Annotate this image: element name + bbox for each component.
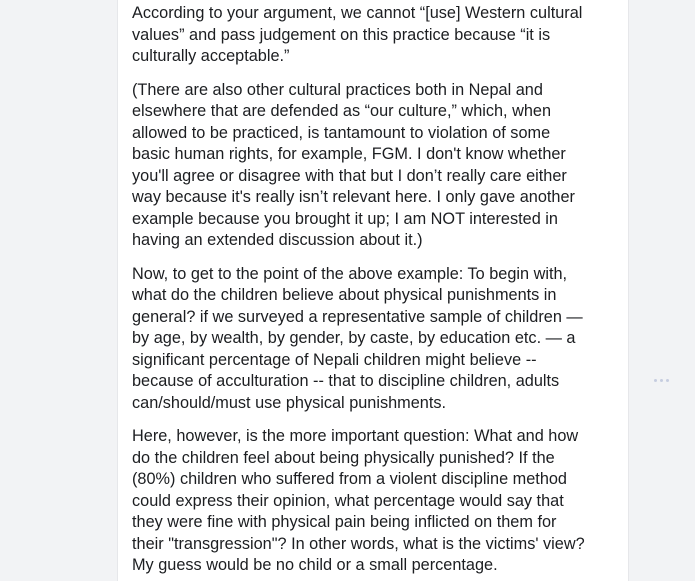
message-paragraph-3: Now, to get to the point of the above example: To begin with, what do the children believe about physical punishments in general? if we surveyed a representative sample of children — by age, by wealth, by gender, by caste, by education etc. — a significant percentage of Nepali children might believe -- because of acculturation -- that to discipline children, adults can/should/must use physical punishments. bbox=[132, 264, 583, 412]
message-paragraph-2: (There are also other cultural practices both in Nepal and elsewhere that are defended as “our culture,” which, when allowed to be practiced, is tantamount to violation of some basic human rights, for example, FGM. I don't know whether you'll agree or disagree with that but I don’t really care either way because it's really isn’t relevant here. I only gave another example because you brought it up; I am NOT interested in having an extended discussion about it.) bbox=[132, 80, 575, 249]
message-bubble bbox=[117, 0, 629, 581]
more-horizontal-icon-dot bbox=[666, 379, 669, 382]
more-horizontal-icon bbox=[654, 379, 657, 382]
message-paragraph-4: Here, however, is the more important question: What and how do the children feel about being physically punished? If the (80%) children who suffered from a violent discipline method could express their opinion, what percentage would say that they were fine with physical pain being inflicted on them for their "transgression"? In other words, what is the victims' view? My guess would be no child or a small percentage. bbox=[132, 427, 585, 574]
message-paragraph-1: According to your argument, we cannot “[use] Western cultural values” and pass judgement on this practice because “it is culturally acceptable.” bbox=[132, 4, 583, 65]
more-horizontal-icon-dot bbox=[660, 379, 663, 382]
more-options-button[interactable] bbox=[650, 372, 672, 388]
